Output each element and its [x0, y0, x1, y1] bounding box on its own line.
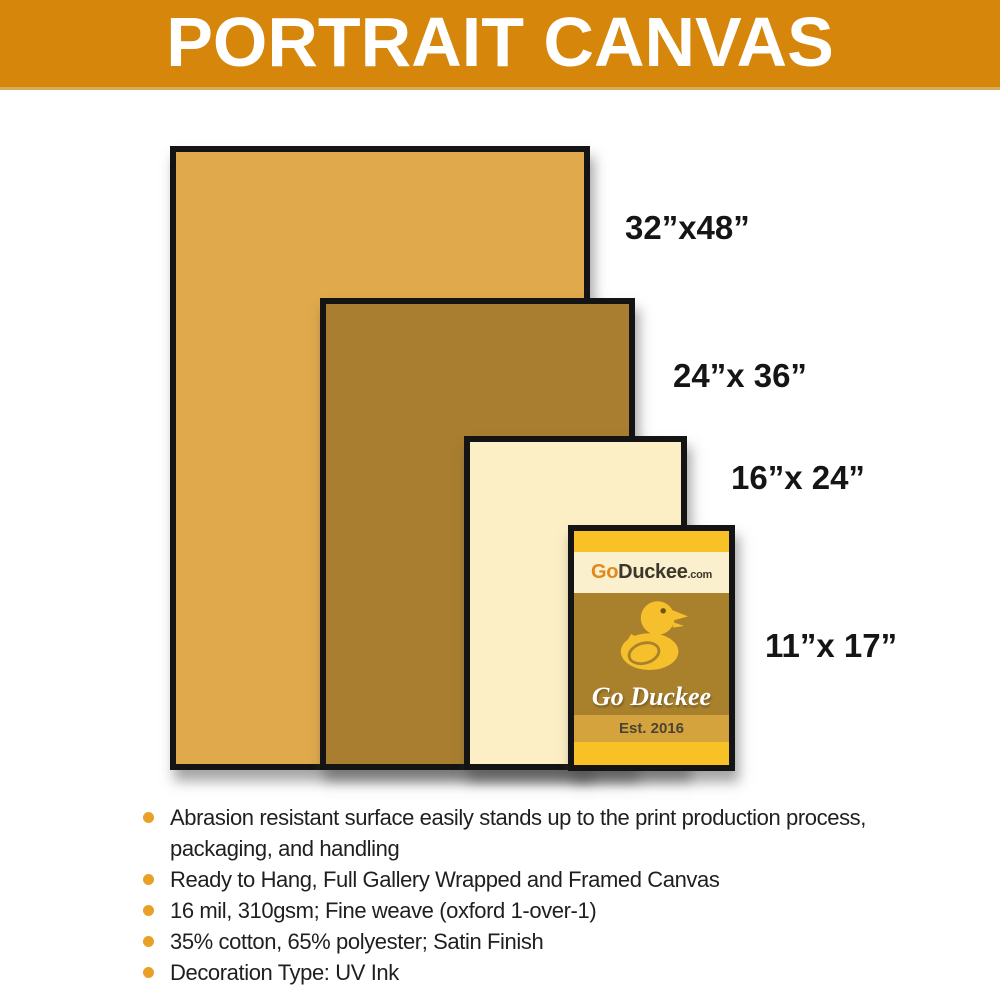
canvas-11x17-goduckee-card [568, 525, 735, 771]
page-title: PORTRAIT CANVAS [166, 3, 834, 81]
card-bottom-yellow-stripe [574, 742, 729, 765]
list-item [140, 895, 888, 926]
card-top-yellow-stripe [574, 531, 729, 552]
list-item [140, 864, 888, 895]
brand-duckee-text: Duckee [618, 561, 688, 583]
card-established-stripe [574, 715, 729, 742]
brand-go-text: Go [590, 561, 619, 583]
size-label-11x17: 11”x 17” [765, 627, 898, 664]
bullet-icon [143, 874, 154, 885]
feature-text: Abrasion resistant surface easily stands up to the print production process, packaging, and handling [170, 805, 866, 861]
list-item [140, 926, 888, 957]
size-label-16x24: 16”x 24” [731, 459, 865, 496]
duck-icon [610, 594, 694, 674]
list-item [140, 957, 888, 988]
bullet-icon [143, 905, 154, 916]
card-brand-stripe [574, 552, 729, 593]
size-label-24x36: 24”x 36” [673, 357, 807, 394]
feature-text: Ready to Hang, Full Gallery Wrapped and Framed Canvas [170, 867, 720, 892]
bullet-icon [143, 812, 154, 823]
established-text: Est. 2016 [618, 720, 685, 737]
brand-com-text: .com [687, 569, 713, 581]
goduckee-script-text: Go Duckee [591, 682, 712, 711]
header-banner [0, 0, 1000, 90]
feature-text: 16 mil, 310gsm; Fine weave (oxford 1-over-1) [170, 898, 597, 923]
card-duck-panel [574, 593, 729, 715]
bullet-icon [143, 936, 154, 947]
feature-text: 35% cotton, 65% polyester; Satin Finish [170, 929, 544, 954]
goduckee-logo [591, 561, 712, 583]
feature-text: Decoration Type: UV Ink [170, 960, 399, 985]
size-label-32x48: 32”x48” [625, 209, 750, 246]
feature-list [140, 802, 888, 988]
bullet-icon [143, 967, 154, 978]
list-item [140, 802, 888, 864]
